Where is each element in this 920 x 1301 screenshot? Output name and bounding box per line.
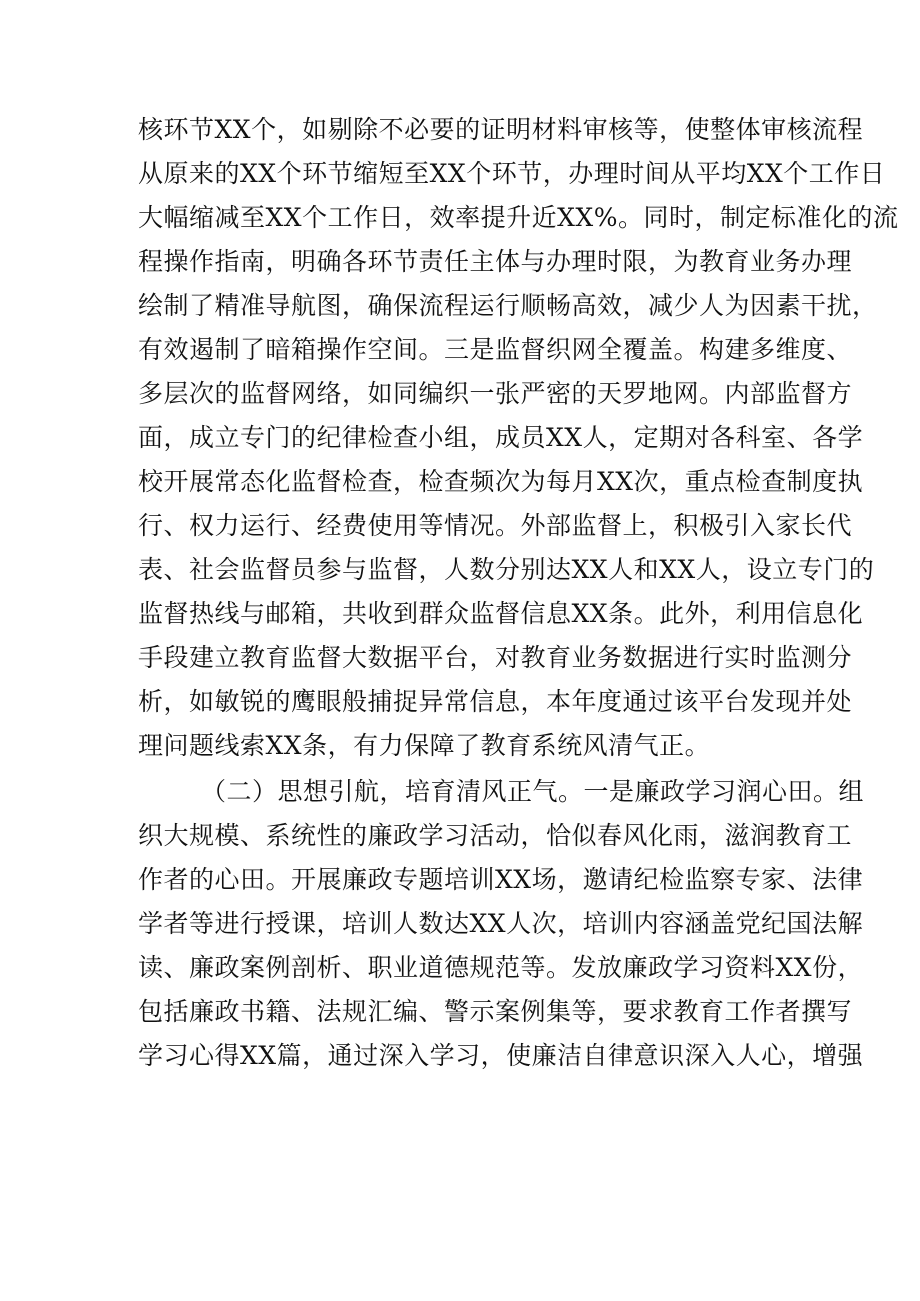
body-text-line: 监督热线与邮箱，共收到群众监督信息XX条。此外，利用信息化 <box>138 599 864 628</box>
body-text-line: 从原来的XX个环节缩短至XX个环节，办理时间从平均XX个工作日 <box>138 159 886 188</box>
body-text-line: 包括廉政书籍、法规汇编、警示案例集等，要求教育工作者撰写 <box>138 997 853 1026</box>
body-text-line: 学习心得XX篇，通过深入学习，使廉洁自律意识深入人心，增强 <box>138 1041 864 1070</box>
body-text-line: 核环节XX个，如剔除不必要的证明材料审核等，使整体审核流程 <box>138 115 864 144</box>
body-text-line: 析，如敏锐的鹰眼般捕捉异常信息，本年度通过该平台发现并处 <box>138 687 853 716</box>
body-text-line: 表、社会监督员参与监督，人数分别达XX人和XX人，设立专门的 <box>138 555 875 584</box>
body-text-line: 读、廉政案例剖析、职业道德规范等。发放廉政学习资料XX份， <box>138 953 864 982</box>
body-text-line: 程操作指南，明确各环节责任主体与办理时限，为教育业务办理 <box>138 247 853 276</box>
body-text-line: 学者等进行授课，培训人数达XX人次，培训内容涵盖党纪国法解 <box>138 909 864 938</box>
section-heading-line: （二）思想引航，培育清风正气。一是廉政学习润心田。组 <box>201 777 865 806</box>
body-text-line: 绘制了精准导航图，确保流程运行顺畅高效，减少人为因素干扰， <box>138 291 878 320</box>
body-text-line: 行、权力运行、经费使用等情况。外部监督上，积极引入家长代 <box>138 511 853 540</box>
body-text-line: 面，成立专门的纪律检查小组，成员XX人，定期对各科室、各学 <box>138 423 864 452</box>
body-text-line: 大幅缩减至XX个工作日，效率提升近XX%。同时，制定标准化的流 <box>138 203 899 232</box>
body-text-line: 作者的心田。开展廉政专题培训XX场，邀请纪检监察专家、法律 <box>138 865 864 894</box>
paragraph-last-line: 理问题线索XX条，有力保障了教育系统风清气正。 <box>138 731 711 760</box>
body-text-line: 织大规模、系统性的廉政学习活动，恰似春风化雨，滋润教育工 <box>138 821 853 850</box>
body-text-line: 手段建立教育监督大数据平台，对教育业务数据进行实时监测分 <box>138 643 853 672</box>
body-text-line: 校开展常态化监督检查，检查频次为每月XX次，重点检查制度执 <box>138 467 864 496</box>
body-text-line: 有效遏制了暗箱操作空间。三是监督织网全覆盖。构建多维度、 <box>138 335 853 364</box>
body-text-line: 多层次的监督网络，如同编织一张严密的天罗地网。内部监督方 <box>138 379 853 408</box>
